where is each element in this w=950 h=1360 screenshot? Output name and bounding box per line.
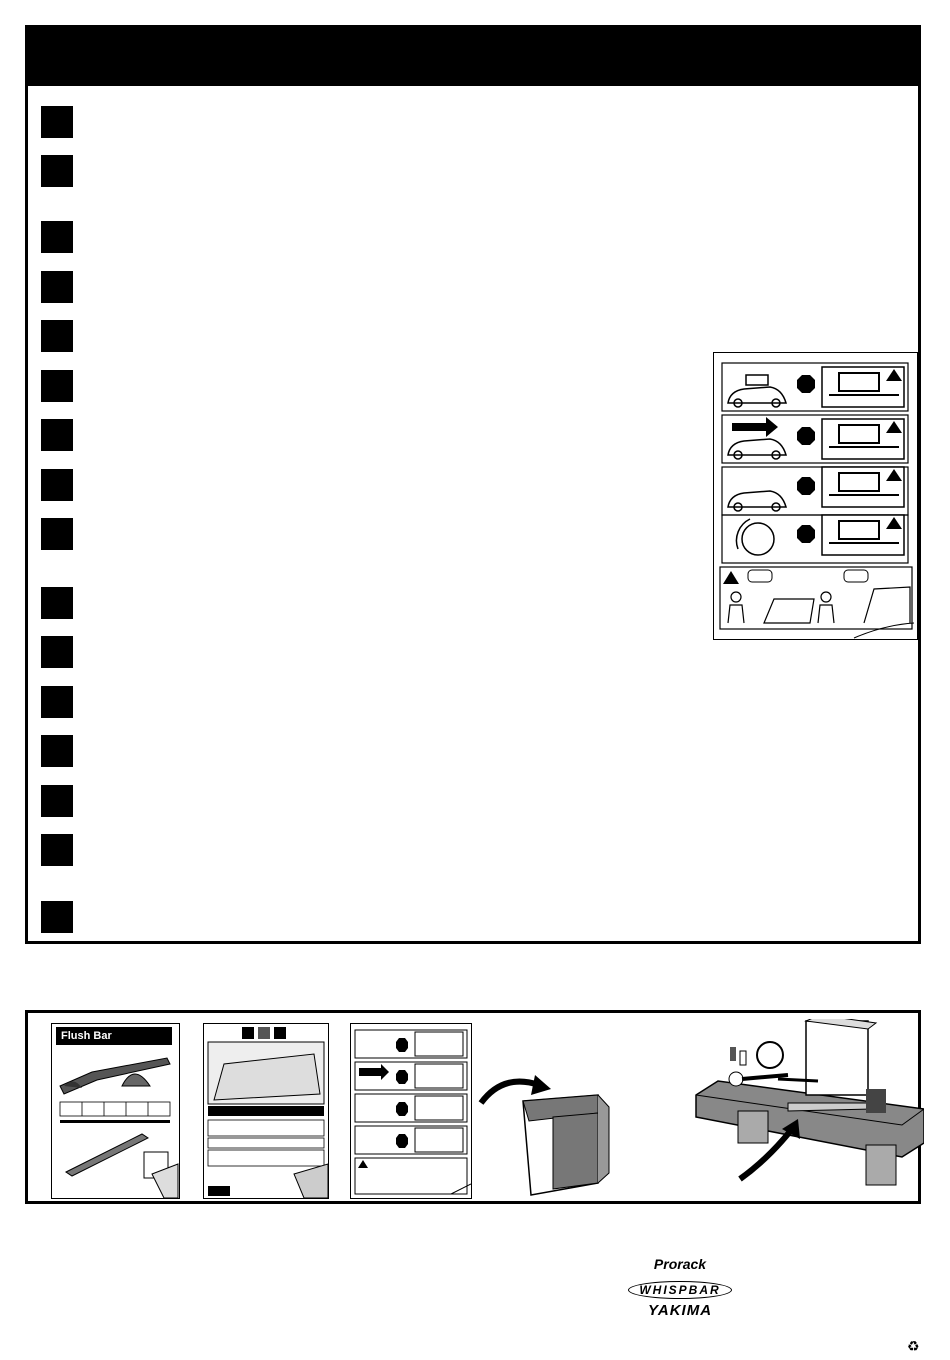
- step-marker: [41, 221, 73, 253]
- step-marker: [41, 106, 73, 138]
- contents-frame: [25, 1010, 921, 1204]
- step-marker: [41, 469, 73, 501]
- step-marker: [41, 735, 73, 767]
- step-marker: [41, 370, 73, 402]
- yakima-logo: YAKIMA: [647, 1302, 713, 1319]
- flush-bar-instruction-thumbnail: [51, 1023, 180, 1199]
- step-marker: [41, 686, 73, 718]
- whispbar-logo-text: WHISPBAR: [628, 1281, 731, 1299]
- step-marker: [41, 785, 73, 817]
- step-marker: [41, 587, 73, 619]
- step-marker: [41, 636, 73, 668]
- warning-pictograms: [714, 353, 917, 639]
- tools-workbench-illustration: [688, 1019, 924, 1201]
- warning-pictogram-panel: [713, 352, 918, 640]
- fit-guide-thumbnail: [203, 1023, 329, 1199]
- whispbar-logo: [620, 1281, 740, 1299]
- stop-hand-icon: [797, 477, 815, 495]
- step-marker: [41, 419, 73, 451]
- stop-hand-icon: [797, 525, 815, 543]
- stop-hand-icon: [797, 427, 815, 445]
- step-marker: [41, 320, 73, 352]
- fit-guide-illustration: [204, 1024, 328, 1198]
- stop-hand-icon: [797, 375, 815, 393]
- recycle-icon: ♻: [907, 1338, 920, 1354]
- step-marker: [41, 155, 73, 187]
- warning-sheet-thumbnail: [350, 1023, 472, 1199]
- prorack-logo: Prorack: [653, 1256, 707, 1272]
- box-packaging-illustration: [473, 1053, 633, 1203]
- step-marker: [41, 834, 73, 866]
- step-marker: [41, 271, 73, 303]
- step-marker: [41, 518, 73, 550]
- flush-bar-title: Flush Bar: [56, 1027, 172, 1045]
- step-marker: [41, 901, 73, 933]
- header-bar: [28, 28, 918, 86]
- warning-sheet-illustration: [351, 1024, 471, 1198]
- flush-bar-illustration: [52, 1024, 179, 1198]
